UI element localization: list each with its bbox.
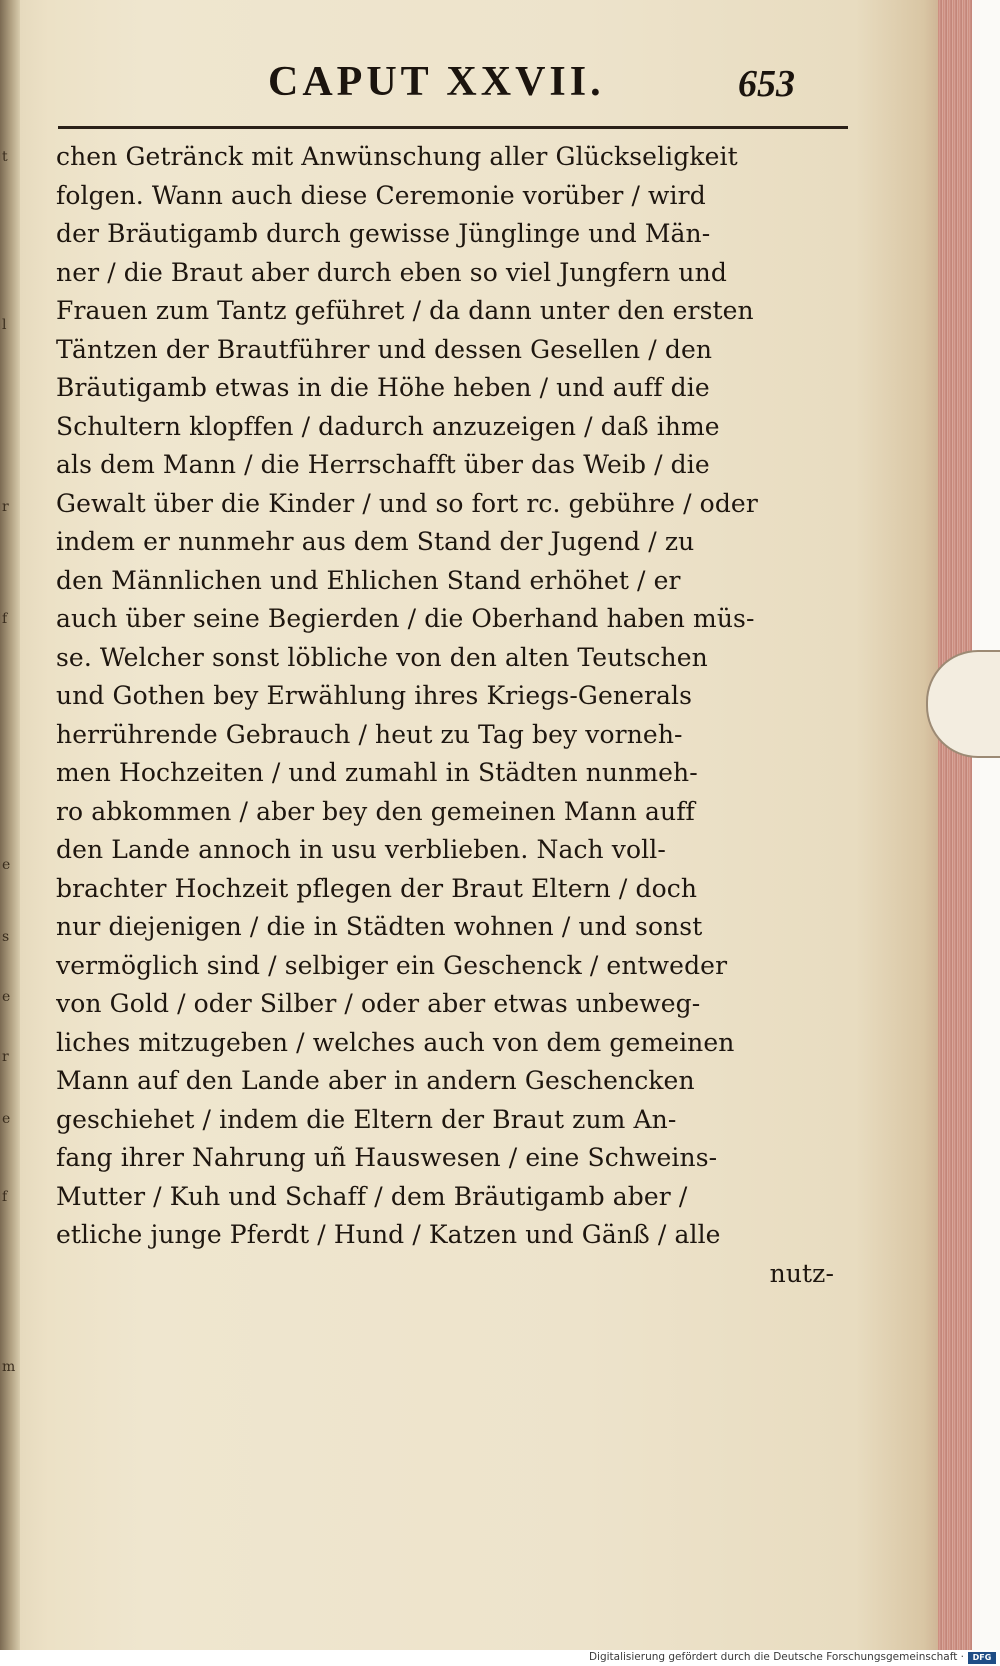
text-line: herrührende Gebrauch / heut zu Tag bey vorneh- (56, 719, 683, 749)
text-line: den Männlichen und Ehlichen Stand erhöhet / er (56, 565, 681, 595)
text-line: se. Welcher sonst löbliche von den alten Teutschen (56, 642, 708, 672)
text-line: vermöglich sind / selbiger ein Geschenck / entweder (56, 950, 728, 980)
text-line: folgen. Wann auch diese Ceremonie vorüber / wird (56, 180, 706, 210)
text-line: den Lande annoch in usu verblieben. Nach voll- (56, 835, 666, 864)
gutter-mark: r (2, 1049, 9, 1065)
gutter-mark: e (2, 1111, 11, 1127)
body-text (56, 138, 856, 1293)
text-line: der Bräutigamb durch gewisse Jünglinge und Män- (56, 219, 711, 248)
binding-gutter (0, 0, 20, 1650)
text-line: brachter Hochzeit pflegen der Braut Eltern / doch (56, 873, 698, 903)
gutter-mark: e (2, 989, 11, 1005)
page-number: 653 (738, 63, 795, 105)
header-rule (58, 126, 848, 129)
gutter-mark: f (2, 1189, 8, 1205)
text-line: chen Getränck mit Anwünschung aller Glückseligkeit (56, 142, 738, 171)
text-line: auch über seine Begierden / die Oberhand haben müs- (56, 604, 755, 633)
funding-credit: Digitalisierung gefördert durch die Deutsche Forschungsgemeinschaft · (588, 1651, 964, 1663)
text-line: ner / die Braut aber durch eben so viel Jungfern und (56, 257, 727, 287)
text-line: Frauen zum Tantz geführet / da dann unter den ersten (56, 296, 754, 325)
text-line: ro abkommen / aber bey den gemeinen Mann auff (56, 796, 695, 826)
gutter-mark: f (2, 611, 8, 627)
text-line: Täntzen der Brautführer und dessen Gesellen / den (56, 334, 713, 364)
text-line: indem er nunmehr aus dem Stand der Jugend / zu (56, 527, 695, 556)
gutter-mark: r (2, 499, 9, 515)
text-line: Mann auf den Lande aber in andern Geschencken (56, 1066, 695, 1095)
page-edges (938, 0, 972, 1650)
text-line: etliche junge Pferdt / Hund / Katzen und Gänß / alle (56, 1220, 721, 1249)
gutter-mark: m (2, 1359, 16, 1375)
gutter-mark: t (2, 149, 8, 165)
text-line: von Gold / oder Silber / oder aber etwas unbeweg- (56, 989, 701, 1018)
dfg-logo-icon: DFG (968, 1652, 996, 1664)
text-line: nur diejenigen / die in Städten wohnen / und sonst (56, 912, 703, 941)
text-line: Gewalt über die Kinder / und so fort rc. gebühre / oder (56, 488, 758, 518)
gutter-mark: l (2, 317, 7, 333)
text-line: Schultern klopffen / dadurch anzuzeigen / daß ihme (56, 411, 720, 441)
text-line: men Hochzeiten / und zumahl in Städten nunmeh- (56, 758, 698, 787)
footer-bar (0, 1650, 1000, 1666)
text-line: und Gothen bey Erwählung ihres Kriegs-Generals (56, 681, 693, 710)
catchword: nutz- (769, 1258, 834, 1288)
text-line: geschiehet / indem die Eltern der Braut zum An- (56, 1104, 677, 1134)
gutter-mark: s (2, 929, 10, 945)
running-head: CAPUT XXVII. (268, 59, 605, 105)
gutter-mark: e (2, 857, 11, 873)
text-line: Mutter / Kuh und Schaff / dem Bräutigamb aber / (56, 1181, 688, 1211)
text-line: liches mitzugeben / welches auch von dem gemeinen (56, 1027, 735, 1057)
text-line: fang ihrer Nahrung uñ Hauswesen / eine Schweins- (56, 1143, 718, 1172)
text-line: Bräutigamb etwas in die Höhe heben / und auff die (56, 373, 710, 402)
text-line: als dem Mann / die Herrschafft über das Weib / die (56, 450, 710, 479)
